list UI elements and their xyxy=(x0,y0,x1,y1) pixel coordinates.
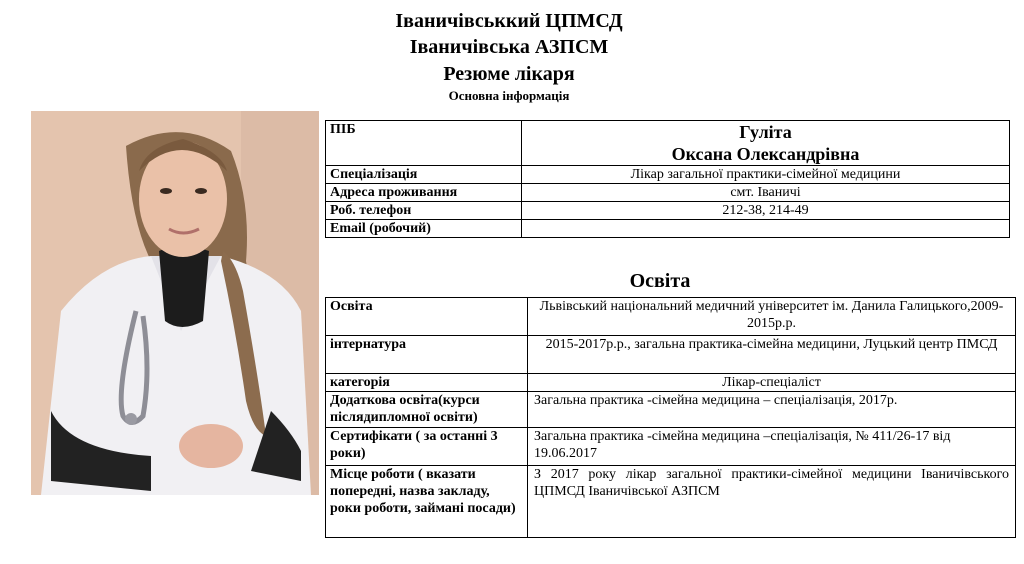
row-value: Лікар загальної практики-сімейної медицини xyxy=(522,166,1010,184)
header-ambulatory: Іваничівська АЗПСМ xyxy=(409,36,609,58)
row-value: Загальна практика -сімейна медицина –спеціалізація, № 411/26-17 від 19.06.2017 xyxy=(528,428,1016,466)
education-section-title: Освіта xyxy=(629,270,691,292)
row-label: Місце роботи ( вказати попередні, назва закладу, роки роботи, займані посади) xyxy=(326,466,528,538)
header-resume-title: Резюме лікаря xyxy=(443,63,575,85)
row-label: Email (робочий) xyxy=(326,220,522,238)
basic-info-table xyxy=(325,120,1010,238)
row-label: Роб. телефон xyxy=(326,202,522,220)
row-label: Спеціалізація xyxy=(326,166,522,184)
doctor-surname: Гуліта xyxy=(739,122,792,142)
table-row xyxy=(326,392,1016,428)
row-value: Загальна практика -сімейна медицина – спеціалізація, 2017р. xyxy=(528,392,1016,428)
table-row xyxy=(326,166,1010,184)
header-institution: Іваничівськкий ЦПМСД xyxy=(395,10,623,32)
table-row xyxy=(326,336,1016,374)
doctor-name: Оксана Олександрівна xyxy=(671,144,860,164)
table-row xyxy=(326,121,1010,166)
row-label: інтернатура xyxy=(326,336,528,374)
row-label: Освіта xyxy=(326,298,528,336)
table-row xyxy=(326,374,1016,392)
row-value: Лікар-спеціаліст xyxy=(528,374,1016,392)
table-row xyxy=(326,298,1016,336)
row-value: 212-38, 214-49 xyxy=(522,202,1010,220)
header-section-basic: Основна інформація xyxy=(448,88,570,103)
pib-label: ПІБ xyxy=(326,121,522,166)
row-value: смт. Іваничі xyxy=(522,184,1010,202)
row-label: Адреса проживання xyxy=(326,184,522,202)
table-row xyxy=(326,202,1010,220)
education-table xyxy=(325,297,1016,538)
doctor-photo xyxy=(31,111,319,495)
row-label: Сертифікати ( за останні 3 роки) xyxy=(326,428,528,466)
row-value xyxy=(522,220,1010,238)
row-label: категорія xyxy=(326,374,528,392)
row-value: Львівський національний медичний університет ім. Данила Галицького,2009-2015р.р. xyxy=(528,298,1016,336)
row-value: 2015-2017р.р., загальна практика-сімейна медицини, Луцький центр ПМСД xyxy=(528,336,1016,374)
row-label: Додаткова освіта(курси післядипломної освіти) xyxy=(326,392,528,428)
table-row xyxy=(326,184,1010,202)
row-value: З 2017 року лікар загальної практики-сімейної медицини Іваничівського ЦПМСД Іваничівської АЗПСМ xyxy=(528,466,1016,538)
table-row xyxy=(326,428,1016,466)
table-row xyxy=(326,466,1016,538)
full-name-cell xyxy=(522,121,1010,166)
table-row xyxy=(326,220,1010,238)
